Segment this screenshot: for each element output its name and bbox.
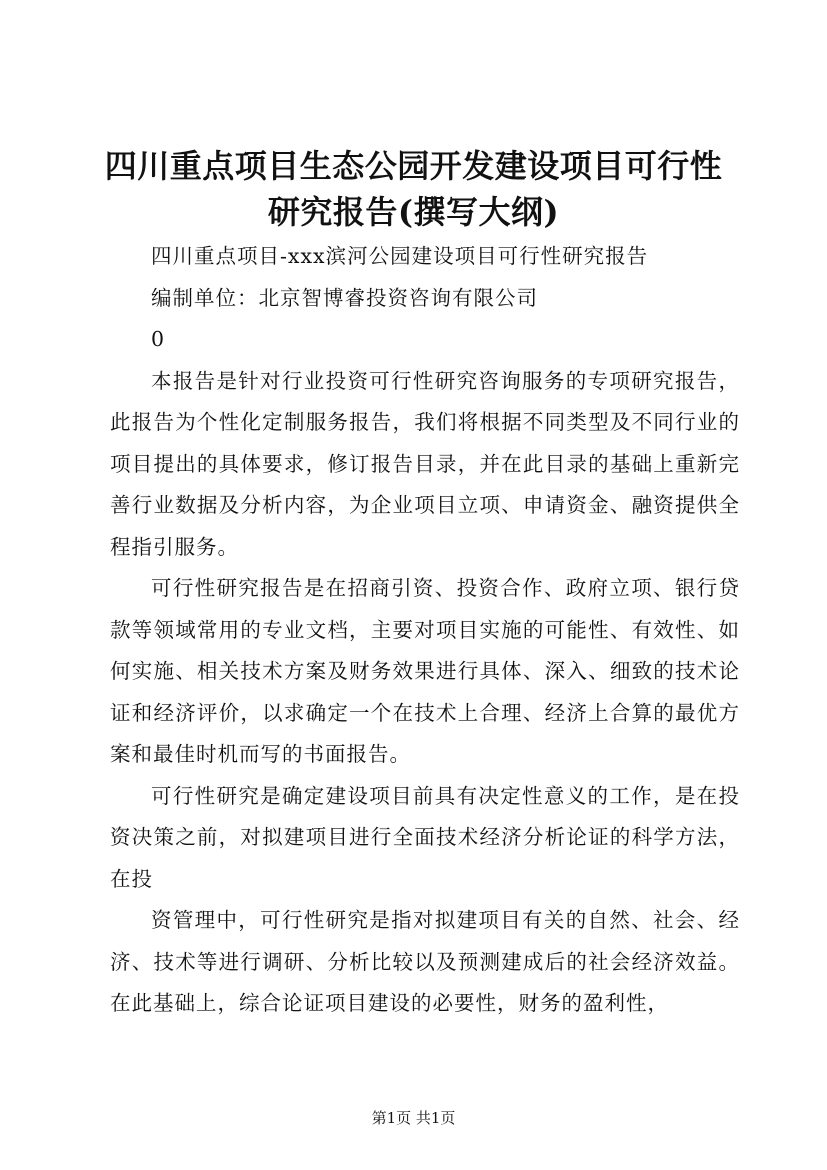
page-footer: 第1页 共1页: [371, 1109, 456, 1127]
number-line: 0: [151, 327, 166, 351]
subtitle-line: 四川重点项目-xxx滨河公园建设项目可行性研究报告: [151, 244, 649, 268]
document-title: 四川重点项目生态公园开发建设项目可行性研究报告(撰写大纲): [104, 147, 723, 231]
paragraph-4: 资管理中，可行性研究是指对拟建项目有关的自然、社会、经济、技术等进行调研、分析比较以及预测建成后的社会经济效益。在此基础上，综合论证项目建设的必要性，财务的盈利性，: [110, 908, 740, 1015]
paragraph-1: 本报告是针对行业投资可行性研究咨询服务的专项研究报告，此报告为个性化定制服务报告，我们将根据不同类型及不同行业的项目提出的具体要求，修订报告目录，并在此目录的基础上重新完善行业数据及分析内容，为企业项目立项、申请资金、融资提供全程指引服务。: [110, 368, 740, 559]
author-line: 编制单位：北京智博睿投资咨询有限公司: [151, 285, 538, 310]
paragraph-3: 可行性研究是确定建设项目前具有决定性意义的工作，是在投资决策之前，对拟建项目进行全面技术经济分析论证的科学方法，在投: [110, 783, 740, 891]
document-body: [110, 236, 740, 1025]
paragraph-2: 可行性研究报告是在招商引资、投资合作、政府立项、银行贷款等领域常用的专业文档，主要对项目实施的可能性、有效性、如何实施、相关技术方案及财务效果进行具体、深入、细致的技术论证和经济评价，以求确定一个在技术上合理、经济上合算的最优方案和最佳时机而写的书面报告。: [110, 576, 740, 766]
